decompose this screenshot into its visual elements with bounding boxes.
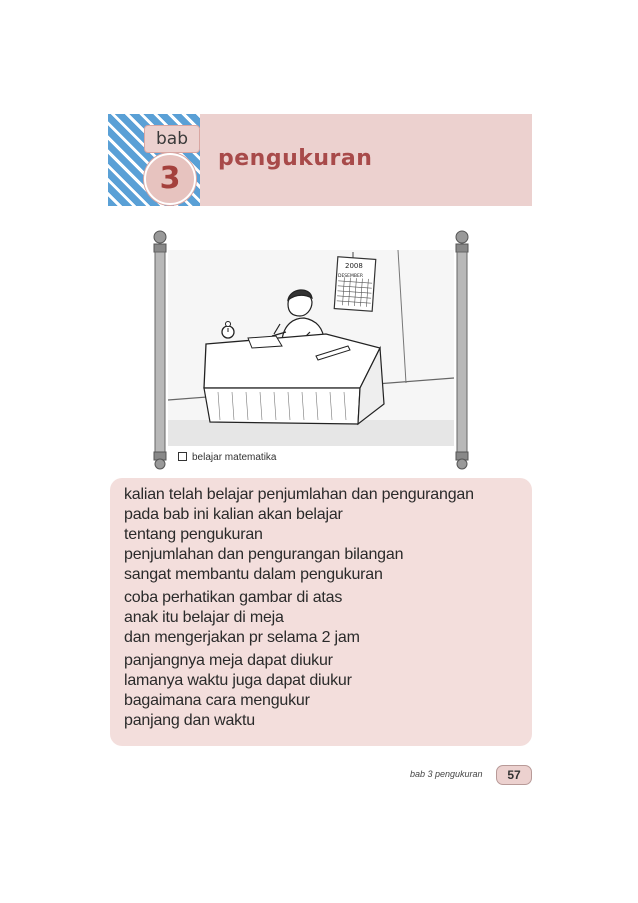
chapter-header [108,114,532,206]
text-line: pada bab ini kalian akan belajar [124,506,343,523]
text-panel [110,478,532,746]
chapter-number: 3 [144,153,196,205]
text-line: panjang dan waktu [124,712,255,729]
text-line: sangat membantu dalam pengukuran [124,566,383,583]
text-line: bagaimana cara mengukur [124,692,310,709]
text-line: kalian telah belajar penjumlahan dan pengurangan [124,486,474,503]
text-line: panjangnya meja dapat diukur [124,652,333,669]
text-line: penjumlahan dan pengurangan bilangan [124,546,404,563]
text-line: dan mengerjakan pr selama 2 jam [124,629,360,646]
figure-caption [178,450,276,466]
page-number: 57 [496,765,532,785]
table [204,334,384,424]
paragraph-picture [124,588,518,648]
study-scene-illustration [148,228,474,470]
chapter-title: pengukuran [218,146,373,171]
left-pillar [154,231,166,469]
paragraph-intro [124,485,518,585]
calendar [334,252,376,311]
svg-text:2008: 2008 [345,262,363,270]
illustration-frame [148,228,474,470]
checkbox-bullet-icon [178,452,187,461]
text-line: tentang pengukuran [124,526,263,543]
text-line: coba perhatikan gambar di atas [124,589,343,606]
paragraph-measure [124,651,518,731]
caption-text: belajar matematika [192,452,277,463]
text-line: anak itu belajar di meja [124,609,284,626]
bab-label: bab [144,125,200,153]
right-pillar [456,231,468,469]
svg-text:DESEMBER: DESEMBER [338,274,363,279]
text-line: lamanya waktu juga dapat diukur [124,672,352,689]
footer-chapter-label: bab 3 pengukuran [410,769,483,779]
